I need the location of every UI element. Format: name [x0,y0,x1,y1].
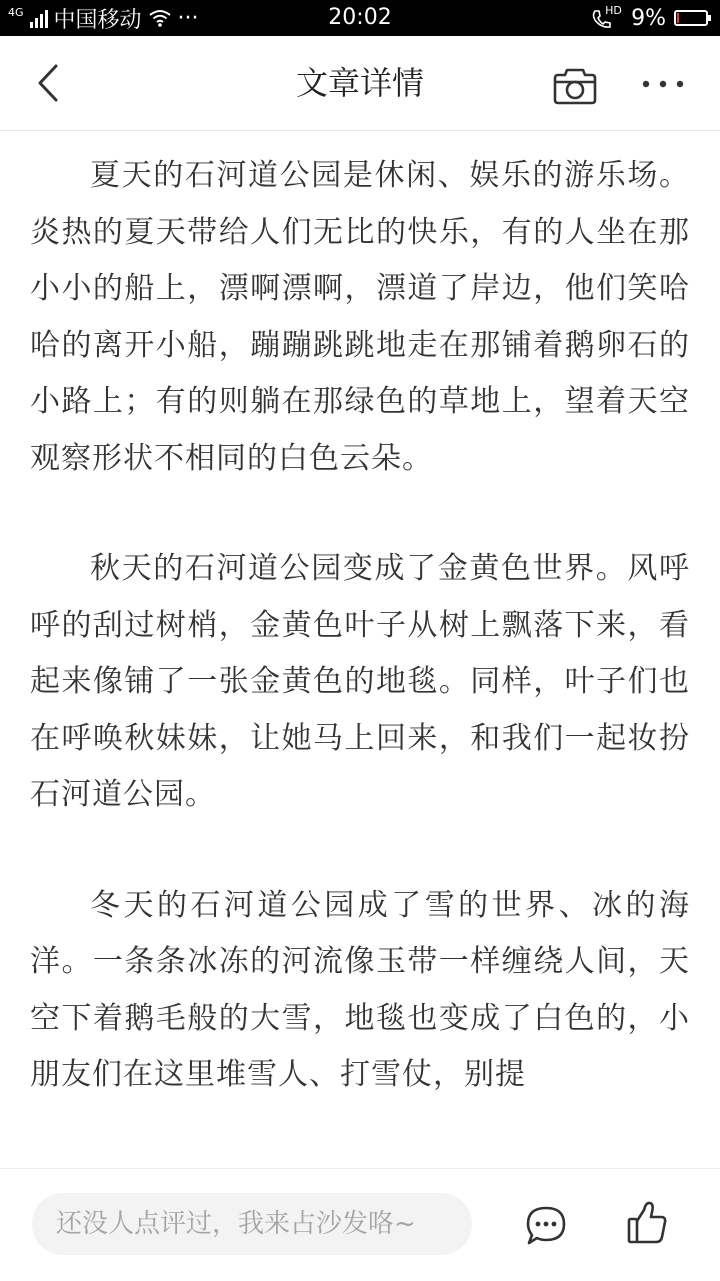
comment-button[interactable] [524,1204,568,1248]
page-title: 文章详情 [295,64,424,102]
comment-input[interactable]: 还没人点评过，我来占沙发咯~ [32,1193,472,1255]
top-nav [0,36,720,131]
battery-percent: 9% [631,5,666,31]
article-paragraph: 夏天的石河道公园是休闲、娱乐的游乐场。炎热的夏天带给人们无比的快乐，有的人坐在那小小的船上，漂啊漂啊，漂道了岸边，他们笑哈哈的离开小船，蹦蹦跳跳地走在那铺着鹅卵石的小路上；有的则躺在那绿色的草地上，望着天空观察形状不相同的白色云朵。 [30,158,690,476]
network-type: 4G [8,5,24,19]
more-dots-icon [638,66,688,102]
screenshot-button[interactable] [552,62,598,108]
more-button[interactable] [638,66,688,102]
comment-bar [0,1168,720,1281]
clock: 20:02 [328,5,392,30]
battery-fill [677,13,679,23]
hd-call-icon [591,6,623,30]
status-more: ··· [177,5,199,31]
article-paragraph: 冬天的石河道公园成了雪的世界、冰的海洋。一条条冰冻的河流像玉带一样缠绕人间，天空下着鹅毛般的大雪，地毯也变成了白色的，小朋友们在这里堆雪人、打雪仗，别提 [30,887,690,1092]
thumbs-up-icon [626,1199,668,1245]
carrier-name: 中国移动 [53,7,142,33]
battery-icon [674,10,708,26]
camera-icon [552,62,598,108]
status-right [591,0,708,36]
status-bar [0,0,720,36]
article-body [30,148,690,1168]
comment-icon [524,1204,568,1248]
article-paragraph: 秋天的石河道公园变成了金黄色世界。风呼呼的刮过树梢，金黄色叶子从树上飘落下来，看起来像铺了一张金黄色的地毯。同样，叶子们也在呼唤秋妹妹，让她马上回来，和我们一起妆扮石河道公园。 [30,551,690,812]
like-button[interactable] [626,1199,668,1245]
hd-label: HD [605,4,622,17]
